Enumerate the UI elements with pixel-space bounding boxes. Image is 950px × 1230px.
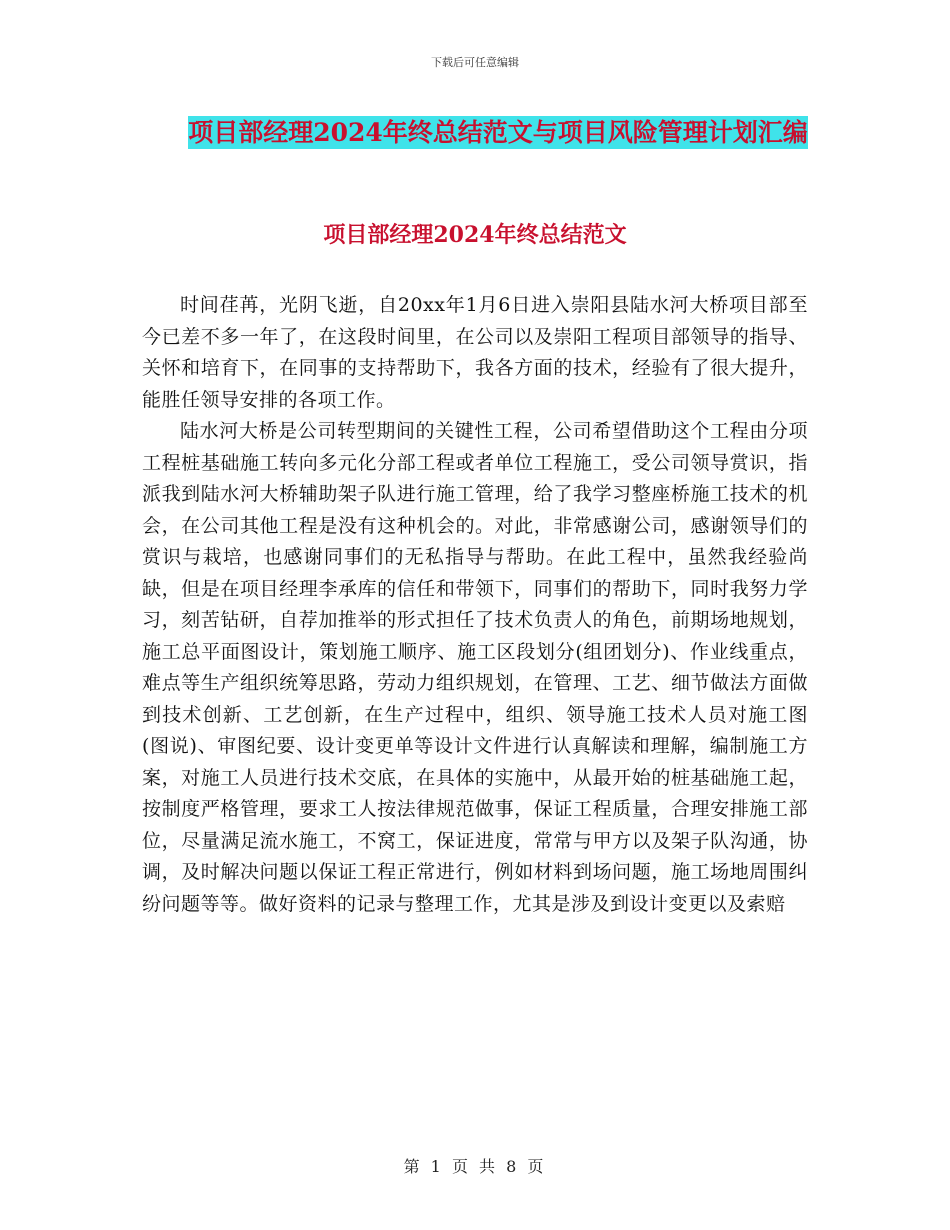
paragraph-2: 陆水河大桥是公司转型期间的关键性工程，公司希望借助这个工程由分项工程桩基础施工转向多元化分部工程或者单位工程施工，受公司领导赏识，指派我到陆水河大桥辅助架子队进行施工管理，给了我学习整座桥施工技术的机会，在公司其他工程是没有这种机会的。对此，非常感谢公司，感谢领导们的赏识与栽培，也感谢同事们的无私指导与帮助。在此工程中，虽然我经验尚缺，但是在项目经理李承库的信任和带领下，同事们的帮助下，同时我努力学习，刻苦钻研，自荐加推举的形式担任了技术负责人的角色，前期场地规划，施工总平面图设计，策划施工顺序、施工区段划分(组团划分)、作业线重点，难点等生产组织统筹思路，劳动力组织规划，在管理、工艺、细节做法方面做到技术创新、工艺创新，在生产过程中，组织、领导施工技术人员对施工图(图说)、审图纪要、设计变更单等设计文件进行认真解读和理解，编制施工方案，对施工人员进行技术交底，在具体的实施中，从最开始的桩基础施工起，按制度严格管理，要求工人按法律规范做事，保证工程质量，合理安排施工部位，尽量满足流水施工，不窝工，保证进度，常常与甲方以及架子队沟通，协调，及时解决问题以保证工程正常进行，例如材料到场问题，施工场地周围纠纷问题等等。做好资料的记录与整理工作，尤其是涉及到设计变更以及索赔: [142, 420, 808, 915]
section-title: 项目部经理2024年终总结范文: [323, 222, 627, 248]
paragraph-1: 时间荏苒，光阴飞逝，自20xx年1月6日进入崇阳县陆水河大桥项目部至今已差不多一年了，在这段时间里，在公司以及崇阳工程项目部领导的指导、关怀和培育下，在同事的支持帮助下，我各方面的技术，经验有了很大提升，能胜任领导安排的各项工作。: [142, 294, 808, 411]
document-title: [188, 110, 808, 156]
page-number: 第 1 页 共 8 页: [403, 1157, 547, 1176]
title-highlight: 项目部经理2024年终总结范文与项目风险管理计划汇编: [188, 118, 808, 147]
document-body: [142, 290, 808, 920]
header-note: 下载后可任意编辑: [431, 56, 519, 69]
